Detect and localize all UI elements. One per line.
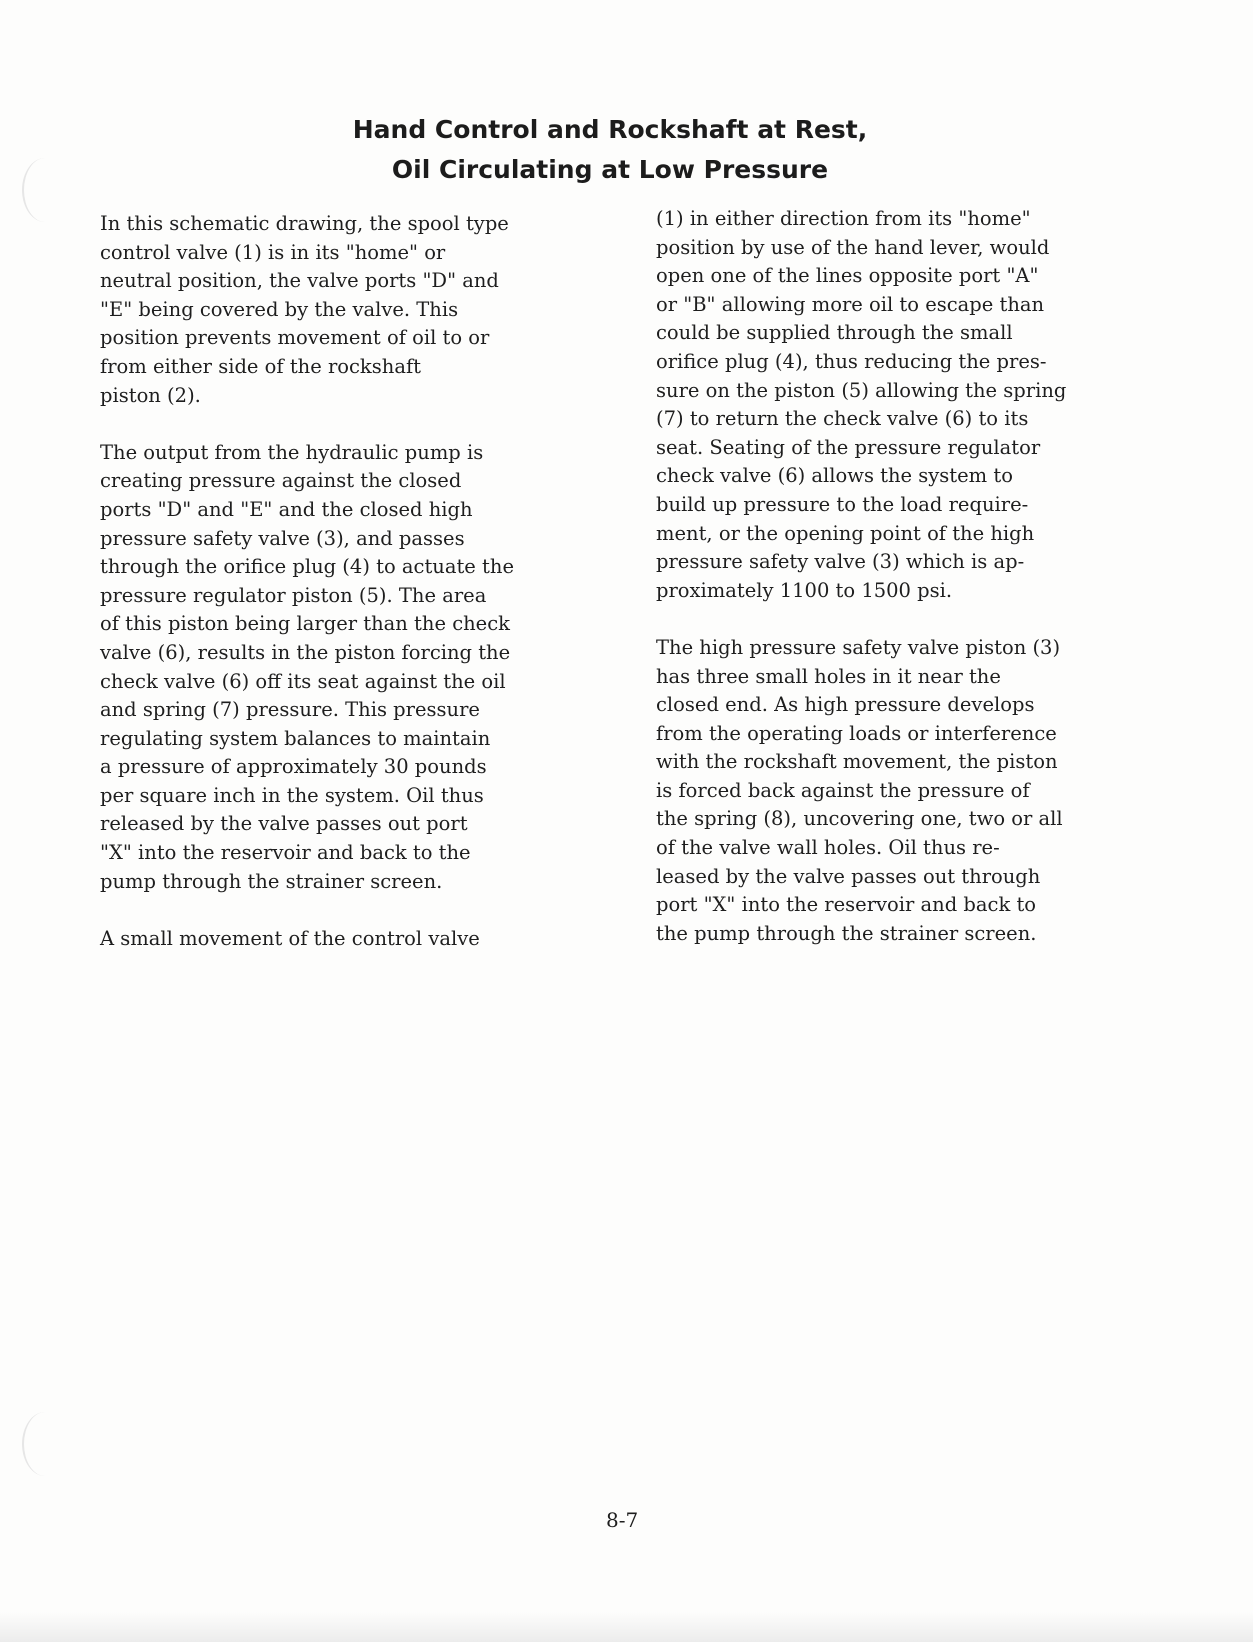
text-line: pressure regulator piston (5). The area (100, 583, 487, 607)
text-line: orifice plug (4), thus reducing the pres- (656, 349, 1047, 373)
punch-hole-mark (22, 158, 68, 222)
text-line: A small movement of the control valve (100, 926, 480, 950)
text-line: of the valve wall holes. Oil thus re- (656, 836, 1000, 860)
paragraph (100, 925, 580, 954)
page-title (280, 110, 940, 190)
text-line: regulating system balances to maintain (100, 726, 491, 750)
title-line: Hand Control and Rockshaft at Rest, (352, 115, 868, 144)
text-line: leased by the valve passes out through (656, 864, 1041, 888)
text-line: "E" being covered by the valve. This (100, 297, 459, 321)
text-line: or "B" allowing more oil to escape than (656, 292, 1045, 316)
text-line: neutral position, the valve ports "D" and (100, 269, 499, 293)
text-line: check valve (6) allows the system to (656, 464, 1013, 488)
text-line: of this piston being larger than the check (100, 612, 510, 636)
text-line: valve (6), results in the piston forcing the (100, 640, 511, 664)
punch-hole-mark (22, 1412, 68, 1476)
left-column (100, 210, 580, 982)
text-line: seat. Seating of the pressure regulator (656, 435, 1041, 459)
right-column (656, 205, 1126, 977)
text-line: ports "D" and "E" and the closed high (100, 497, 473, 521)
text-line: pump through the strainer screen. (100, 869, 443, 893)
text-line: The output from the hydraulic pump is (100, 440, 484, 464)
text-line: closed end. As high pressure develops (656, 693, 1035, 717)
paragraph (100, 210, 580, 410)
text-line: position prevents movement of oil to or (100, 326, 490, 350)
text-line: could be supplied through the small (656, 321, 1013, 345)
text-line: has three small holes in it near the (656, 664, 1001, 688)
text-line: (7) to return the check valve (6) to its (656, 407, 1029, 431)
text-line: the spring (8), uncovering one, two or all (656, 807, 1063, 831)
text-line: sure on the piston (5) allowing the spring (656, 378, 1067, 402)
text-line: ment, or the opening point of the high (656, 521, 1035, 545)
text-line: is forced back against the pressure of (656, 778, 1030, 802)
text-line: The high pressure safety valve piston (3) (656, 635, 1061, 659)
text-line: released by the valve passes out port (100, 812, 468, 836)
text-line: In this schematic drawing, the spool type (100, 212, 509, 235)
text-line: creating pressure against the closed (100, 469, 462, 493)
text-line: "X" into the reservoir and back to the (100, 841, 471, 865)
text-line: piston (2). (100, 383, 201, 407)
paragraph (656, 205, 1126, 605)
text-line: position by use of the hand lever, would (656, 235, 1050, 259)
text-line: port "X" into the reservoir and back to (656, 893, 1037, 917)
text-line: and spring (7) pressure. This pressure (100, 698, 480, 722)
paragraph (100, 439, 580, 897)
page-number: 8-7 (606, 1508, 639, 1532)
text-line: control valve (1) is in its "home" or (100, 240, 446, 264)
text-line: pressure safety valve (3), and passes (100, 526, 465, 550)
text-line: (1) in either direction from its "home" (656, 207, 1031, 230)
paragraph (656, 634, 1126, 949)
text-line: open one of the lines opposite port "A" (656, 264, 1039, 288)
text-line: a pressure of approximately 30 pounds (100, 755, 487, 779)
text-line: the pump through the strainer screen. (656, 921, 1037, 945)
text-line: from either side of the rockshaft (100, 354, 421, 378)
text-line: build up pressure to the load require- (656, 492, 1029, 516)
text-line: through the orifice plug (4) to actuate the (100, 555, 514, 579)
text-line: check valve (6) off its seat against the oil (100, 669, 506, 693)
text-line: pressure safety valve (3) which is ap- (656, 550, 1025, 574)
text-line: with the rockshaft movement, the piston (656, 750, 1058, 774)
text-line: proximately 1100 to 1500 psi. (656, 578, 953, 602)
text-line: from the operating loads or interference (656, 721, 1057, 745)
text-line: per square inch in the system. Oil thus (100, 783, 484, 807)
title-line: Oil Circulating at Low Pressure (391, 155, 829, 184)
page-edge-shadow (0, 1612, 1253, 1642)
